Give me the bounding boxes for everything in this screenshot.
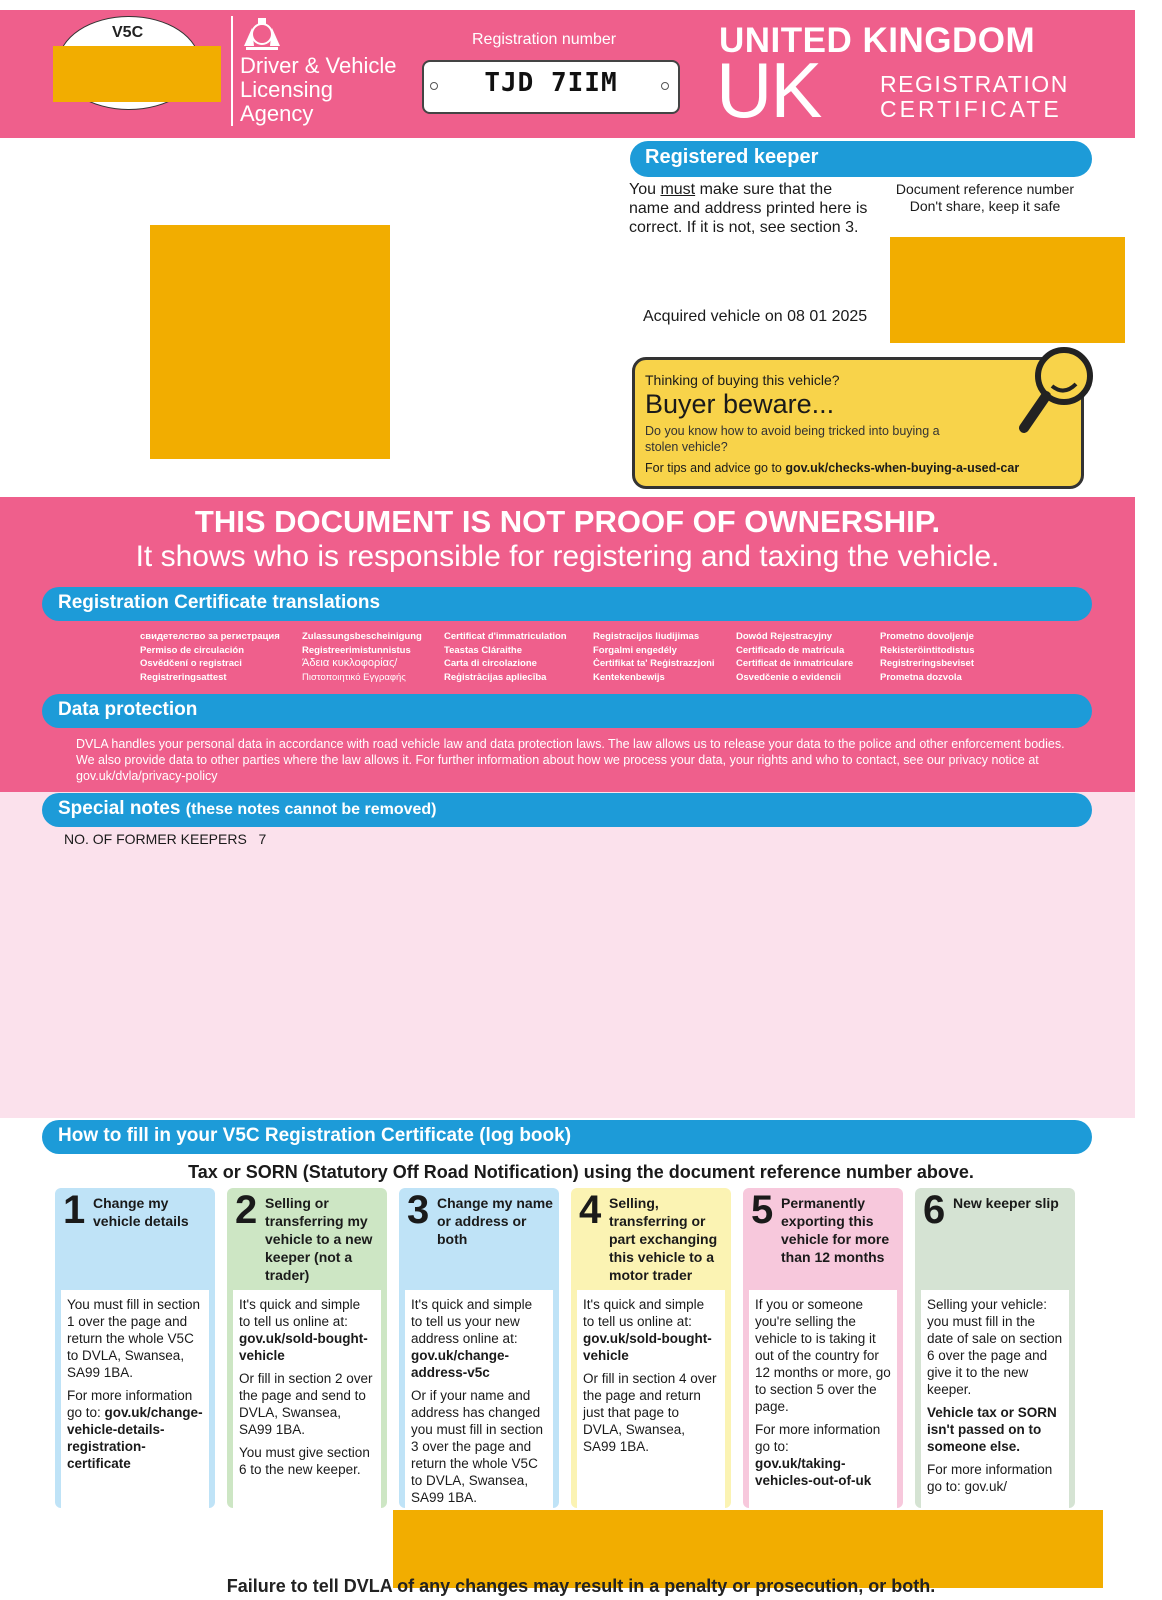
translation-item: Zulassungsbescheinigung	[302, 631, 422, 642]
redaction-box	[53, 46, 221, 102]
agency-name-line3: Agency	[240, 101, 314, 126]
certificate-title-line2: CERTIFICATE	[880, 96, 1062, 122]
translations-heading: Registration Certificate translations	[58, 592, 381, 613]
translation-item: Registreerimistunnistus	[302, 644, 411, 656]
royal-crest-icon	[240, 16, 284, 52]
howto-section-2	[227, 1188, 387, 1508]
buyer-beware-tips	[645, 461, 1019, 475]
howto-section-6	[915, 1188, 1075, 1508]
section-text: It's quick and simple to tell us online at:	[239, 1297, 361, 1329]
translation-item: Registreringsbeviset	[880, 658, 974, 669]
keeper-instruction	[629, 180, 869, 237]
data-protection-bar	[42, 694, 1092, 728]
translation-item: Rekisteröintitodistus	[880, 644, 975, 656]
uk-mark: UK	[716, 46, 821, 134]
doc-ref-label: Document reference number	[895, 181, 1075, 197]
section-title: Change my vehicle details	[93, 1195, 189, 1229]
section-title: Selling, transferring or part exchanging this vehicle to a motor trader	[609, 1195, 718, 1283]
howto-section-4	[571, 1188, 731, 1508]
not-proof-of-ownership-headline: THIS DOCUMENT IS NOT PROOF OF OWNERSHIP.	[194, 504, 941, 539]
translation-item: Certificado de matrícula	[736, 644, 845, 656]
section-title: Selling or transferring my vehicle to a new keeper (not a trader)	[265, 1195, 373, 1283]
buyer-beware-title: Buyer beware...	[645, 389, 835, 419]
translations-column	[444, 630, 589, 684]
translation-item: Άδεια κυκλοφορίας/	[302, 657, 398, 669]
translation-item: Teastas Cláraithe	[444, 644, 522, 656]
section-text: Or fill in section 2 over the page and send to DVLA, Swansea, SA99 1BA.	[239, 1371, 373, 1437]
section-link[interactable]: gov.uk/change-vehicle-details-registration-certificate	[67, 1405, 203, 1471]
section-body	[921, 1290, 1069, 1508]
magnifier-icon	[1018, 342, 1094, 438]
section-body	[577, 1290, 725, 1508]
translation-item: Carta di circolazione	[444, 658, 537, 669]
translation-item: Certificat de înmatriculare	[736, 658, 854, 669]
section-number: 3	[407, 1188, 430, 1232]
translation-item: Osvedčenie o evidencii	[736, 671, 842, 683]
section-number: 2	[235, 1188, 258, 1232]
section-number: 4	[579, 1188, 602, 1232]
agency-name-line2: Licensing	[240, 77, 333, 102]
section-text: It's quick and simple to tell us your new address online at:	[411, 1297, 533, 1346]
translation-item: Registreringsattest	[140, 671, 227, 683]
howto-subtitle: Tax or SORN (Statutory Off Road Notification) using the document reference number above.	[188, 1162, 974, 1182]
section-title: Permanently exporting this vehicle for more than 12 months	[781, 1195, 890, 1265]
buyer-beware-tips-text: For tips and advice go to	[645, 461, 786, 475]
section-text: You must fill in section 1 over the page and return the whole V5C to DVLA, Swansea, SA99 1BA.	[67, 1297, 201, 1380]
section-text: For more information go to: gov.uk/	[927, 1462, 1053, 1494]
registered-keeper-heading: Registered keeper	[645, 146, 819, 168]
section-number: 5	[751, 1188, 774, 1232]
buyer-beware-body: Do you know how to avoid being tricked into buying a stolen vehicle?	[645, 424, 940, 454]
howto-section-1	[55, 1188, 215, 1508]
doc-ref-warning: Don't share, keep it safe	[909, 198, 1061, 214]
data-protection-heading: Data protection	[58, 699, 198, 720]
translation-item: Prometna dozvola	[880, 671, 962, 683]
translations-column	[736, 630, 876, 684]
translation-item: Πιστοποιητικό Εγγραφής	[302, 671, 406, 683]
registration-caption: Registration number	[472, 31, 617, 48]
agency-name-line1: Driver & Vehicle	[240, 53, 397, 78]
section-text: Or if your name and address has changed you must fill in section 3 over the page and return the whole V5C to DVLA, Swansea, SA99 1BA.	[411, 1388, 544, 1505]
registration-number: TJD 7IIM	[484, 68, 618, 98]
translations-column	[593, 630, 733, 684]
special-notes-suffix: (these notes cannot be removed)	[185, 801, 437, 818]
section-text: It's quick and simple to tell us online at:	[583, 1297, 705, 1329]
responsibility-subline: It shows who is responsible for registering and taxing the vehicle.	[135, 540, 1000, 573]
certificate-title-line1: REGISTRATION	[880, 71, 1069, 97]
translation-item: Prometno dovoljenje	[880, 631, 974, 642]
section-link[interactable]: gov.uk/sold-bought-vehicle	[583, 1331, 712, 1363]
acquired-date: Acquired vehicle on 08 01 2025	[643, 308, 868, 325]
v5c-label: V5C	[112, 24, 144, 41]
howto-section-5	[743, 1188, 903, 1508]
section-link[interactable]: gov.uk/taking-vehicles-out-of-uk	[755, 1456, 872, 1488]
section-link[interactable]: gov.uk/change-address-v5c	[411, 1348, 510, 1380]
section-text: Vehicle tax or SORN isn't passed on to someone else.	[927, 1405, 1057, 1454]
section-body	[749, 1290, 897, 1508]
section-link[interactable]: gov.uk/sold-bought-vehicle	[239, 1331, 368, 1363]
special-notes-heading	[58, 798, 437, 820]
section-body	[405, 1290, 553, 1508]
translations-column	[140, 630, 295, 684]
translation-item: Ċertifikat ta' Reġistrazzjoni	[593, 658, 715, 669]
agency-divider	[231, 16, 233, 126]
keeper-instruction-post: make sure that the name and address printed here is correct. If it is not, see section 3.	[629, 181, 868, 236]
section-text: Selling your vehicle: you must fill in the date of sale on section 6 over the page and give it to the new keeper.	[927, 1297, 1063, 1397]
penalty-warning: Failure to tell DVLA of any changes may result in a penalty or prosecution, or both.	[226, 1576, 936, 1596]
country-title: UNITED KINGDOM	[719, 21, 1036, 60]
translation-item: Kentekenbewijs	[593, 671, 665, 683]
keeper-instruction-must: must	[660, 181, 696, 198]
keeper-instruction-pre: You	[629, 181, 661, 198]
translation-item: Permiso de circulación	[140, 644, 245, 656]
translations-column	[880, 630, 1020, 684]
redaction-box	[890, 237, 1125, 343]
translation-item: Registracijos liudijimas	[593, 631, 700, 642]
howto-heading: How to fill in your V5C Registration Certificate (log book)	[58, 1125, 572, 1146]
translation-item: Certificat d'immatriculation	[444, 631, 567, 642]
section-title: New keeper slip	[953, 1195, 1059, 1211]
section-text: For more information go to:	[755, 1422, 881, 1454]
translations-column	[302, 630, 442, 684]
data-protection-text: DVLA handles your personal data in accordance with road vehicle law and data protection laws. The law allows us to release your data to the police and other enforcement bodies. We also provide data to other parties where the law allows it. For further information about how we process your data, your rights and who to contact, see our privacy notice at gov.uk/dvla/privacy-policy	[76, 737, 1065, 783]
redaction-box	[150, 225, 390, 459]
section-number: 1	[63, 1188, 86, 1232]
translation-item: Forgalmi engedély	[593, 644, 677, 656]
translation-item: Osvědčení o registraci	[140, 658, 242, 669]
section-text: Or fill in section 4 over the page and return just that page to DVLA, Swansea, SA99 1BA.	[583, 1371, 717, 1454]
section-text: For more information go to: gov.uk/change-vehicle-details-registration-certificate	[67, 1388, 203, 1471]
buyer-beware-link[interactable]: gov.uk/checks-when-buying-a-used-car	[785, 461, 1020, 475]
buyer-beware-question: Thinking of buying this vehicle?	[645, 372, 840, 388]
special-notes-title: Special notes	[58, 798, 181, 819]
section-title: Change my name or address or both	[437, 1195, 553, 1247]
translation-item: Reģistrācijas apliecība	[444, 671, 547, 683]
section-body	[233, 1290, 381, 1508]
section-text: You must give section 6 to the new keeper.	[239, 1445, 370, 1477]
translation-item: свидетелство за регистрация	[140, 631, 280, 642]
section-number: 6	[923, 1188, 946, 1232]
translation-item: Dowód Rejestracyjny	[736, 631, 833, 642]
former-keepers-note: NO. OF FORMER KEEPERS 7	[64, 831, 267, 847]
section-body	[61, 1290, 209, 1508]
section-text: If you or someone you're selling the vehicle to is taking it out of the country for 12 months or more, go to section 5 over the page.	[755, 1297, 891, 1414]
howto-section-3	[399, 1188, 559, 1508]
